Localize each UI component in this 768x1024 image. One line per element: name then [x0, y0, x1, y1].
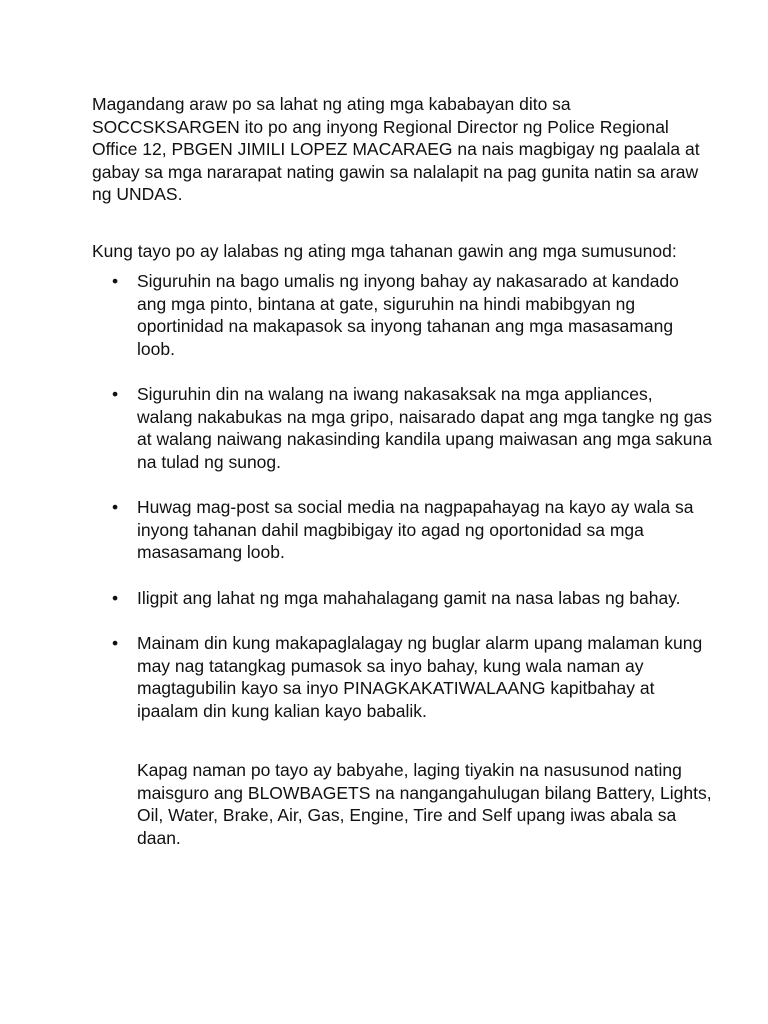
- list-item-text: Iligpit ang lahat ng mga mahahalagang gamit na nasa labas ng bahay.: [137, 587, 681, 608]
- list-item-text: Huwag mag-post sa social media na nagpapahayag na kayo ay wala sa inyong tahanan dahil magbibigay ito agad ng oportonidad sa mga masasamang loob.: [137, 497, 694, 562]
- bullet-icon: •: [112, 271, 119, 291]
- document-body: [92, 93, 712, 849]
- list-item: [92, 383, 712, 473]
- bullet-icon: •: [112, 633, 119, 653]
- list-item-text: Mainam din kung makapaglalagay ng buglar alarm upang malaman kung may nag tatangkag pumasok sa inyo bahay, kung wala naman ay magtagubilin kayo sa inyo PINAGKAKATIWALAANG kapitbahay at ipaalam din kung kalian kayo babalik.: [137, 633, 703, 721]
- list-item-text: Siguruhin din na walang na iwang nakasaksak na mga appliances, walang nakabukas na mga gripo, naisarado dapat ang mga tangke ng gas at walang naiwang nakasinding kandila upang maiwasan ang mga sakuna na tulad ng sunog.: [137, 384, 712, 472]
- list-item: [92, 587, 712, 610]
- list-item: [92, 496, 712, 564]
- reminder-list: [92, 270, 712, 722]
- bullet-icon: •: [112, 384, 119, 404]
- list-item: [92, 270, 712, 360]
- intro-paragraph: Magandang araw po sa lahat ng ating mga kababayan dito sa SOCCSKSARGEN ito po ang inyong Regional Director ng Police Regional Office 12, PBGEN JIMILI LOPEZ MACARAEG na nais magbigay ng paalala at gabay sa mga nararapat nating gawin sa nalalapit na pag gunita natin sa araw ng UNDAS.: [92, 94, 700, 204]
- closing-paragraph: Kapag naman po tayo ay babyahe, laging tiyakin na nasusunod nating maisguro ang BLOWBAGETS na nangangahulugan bilang Battery, Lights, Oil, Water, Brake, Air, Gas, Engine, Tire and Self upang iwas abala sa daan.: [137, 760, 712, 848]
- list-lead-paragraph: Kung tayo po ay lalabas ng ating mga tahanan gawin ang mga sumusunod:: [92, 240, 677, 261]
- bullet-icon: •: [112, 497, 119, 517]
- list-item: [92, 632, 712, 722]
- list-item-text: Siguruhin na bago umalis ng inyong bahay ay nakasarado at kandado ang mga pinto, bintana at gate, siguruhin na hindi mabibgyan ng oportinidad na makapasok sa inyong tahanan ang mga masasamang loob.: [137, 271, 679, 359]
- bullet-icon: •: [112, 587, 119, 608]
